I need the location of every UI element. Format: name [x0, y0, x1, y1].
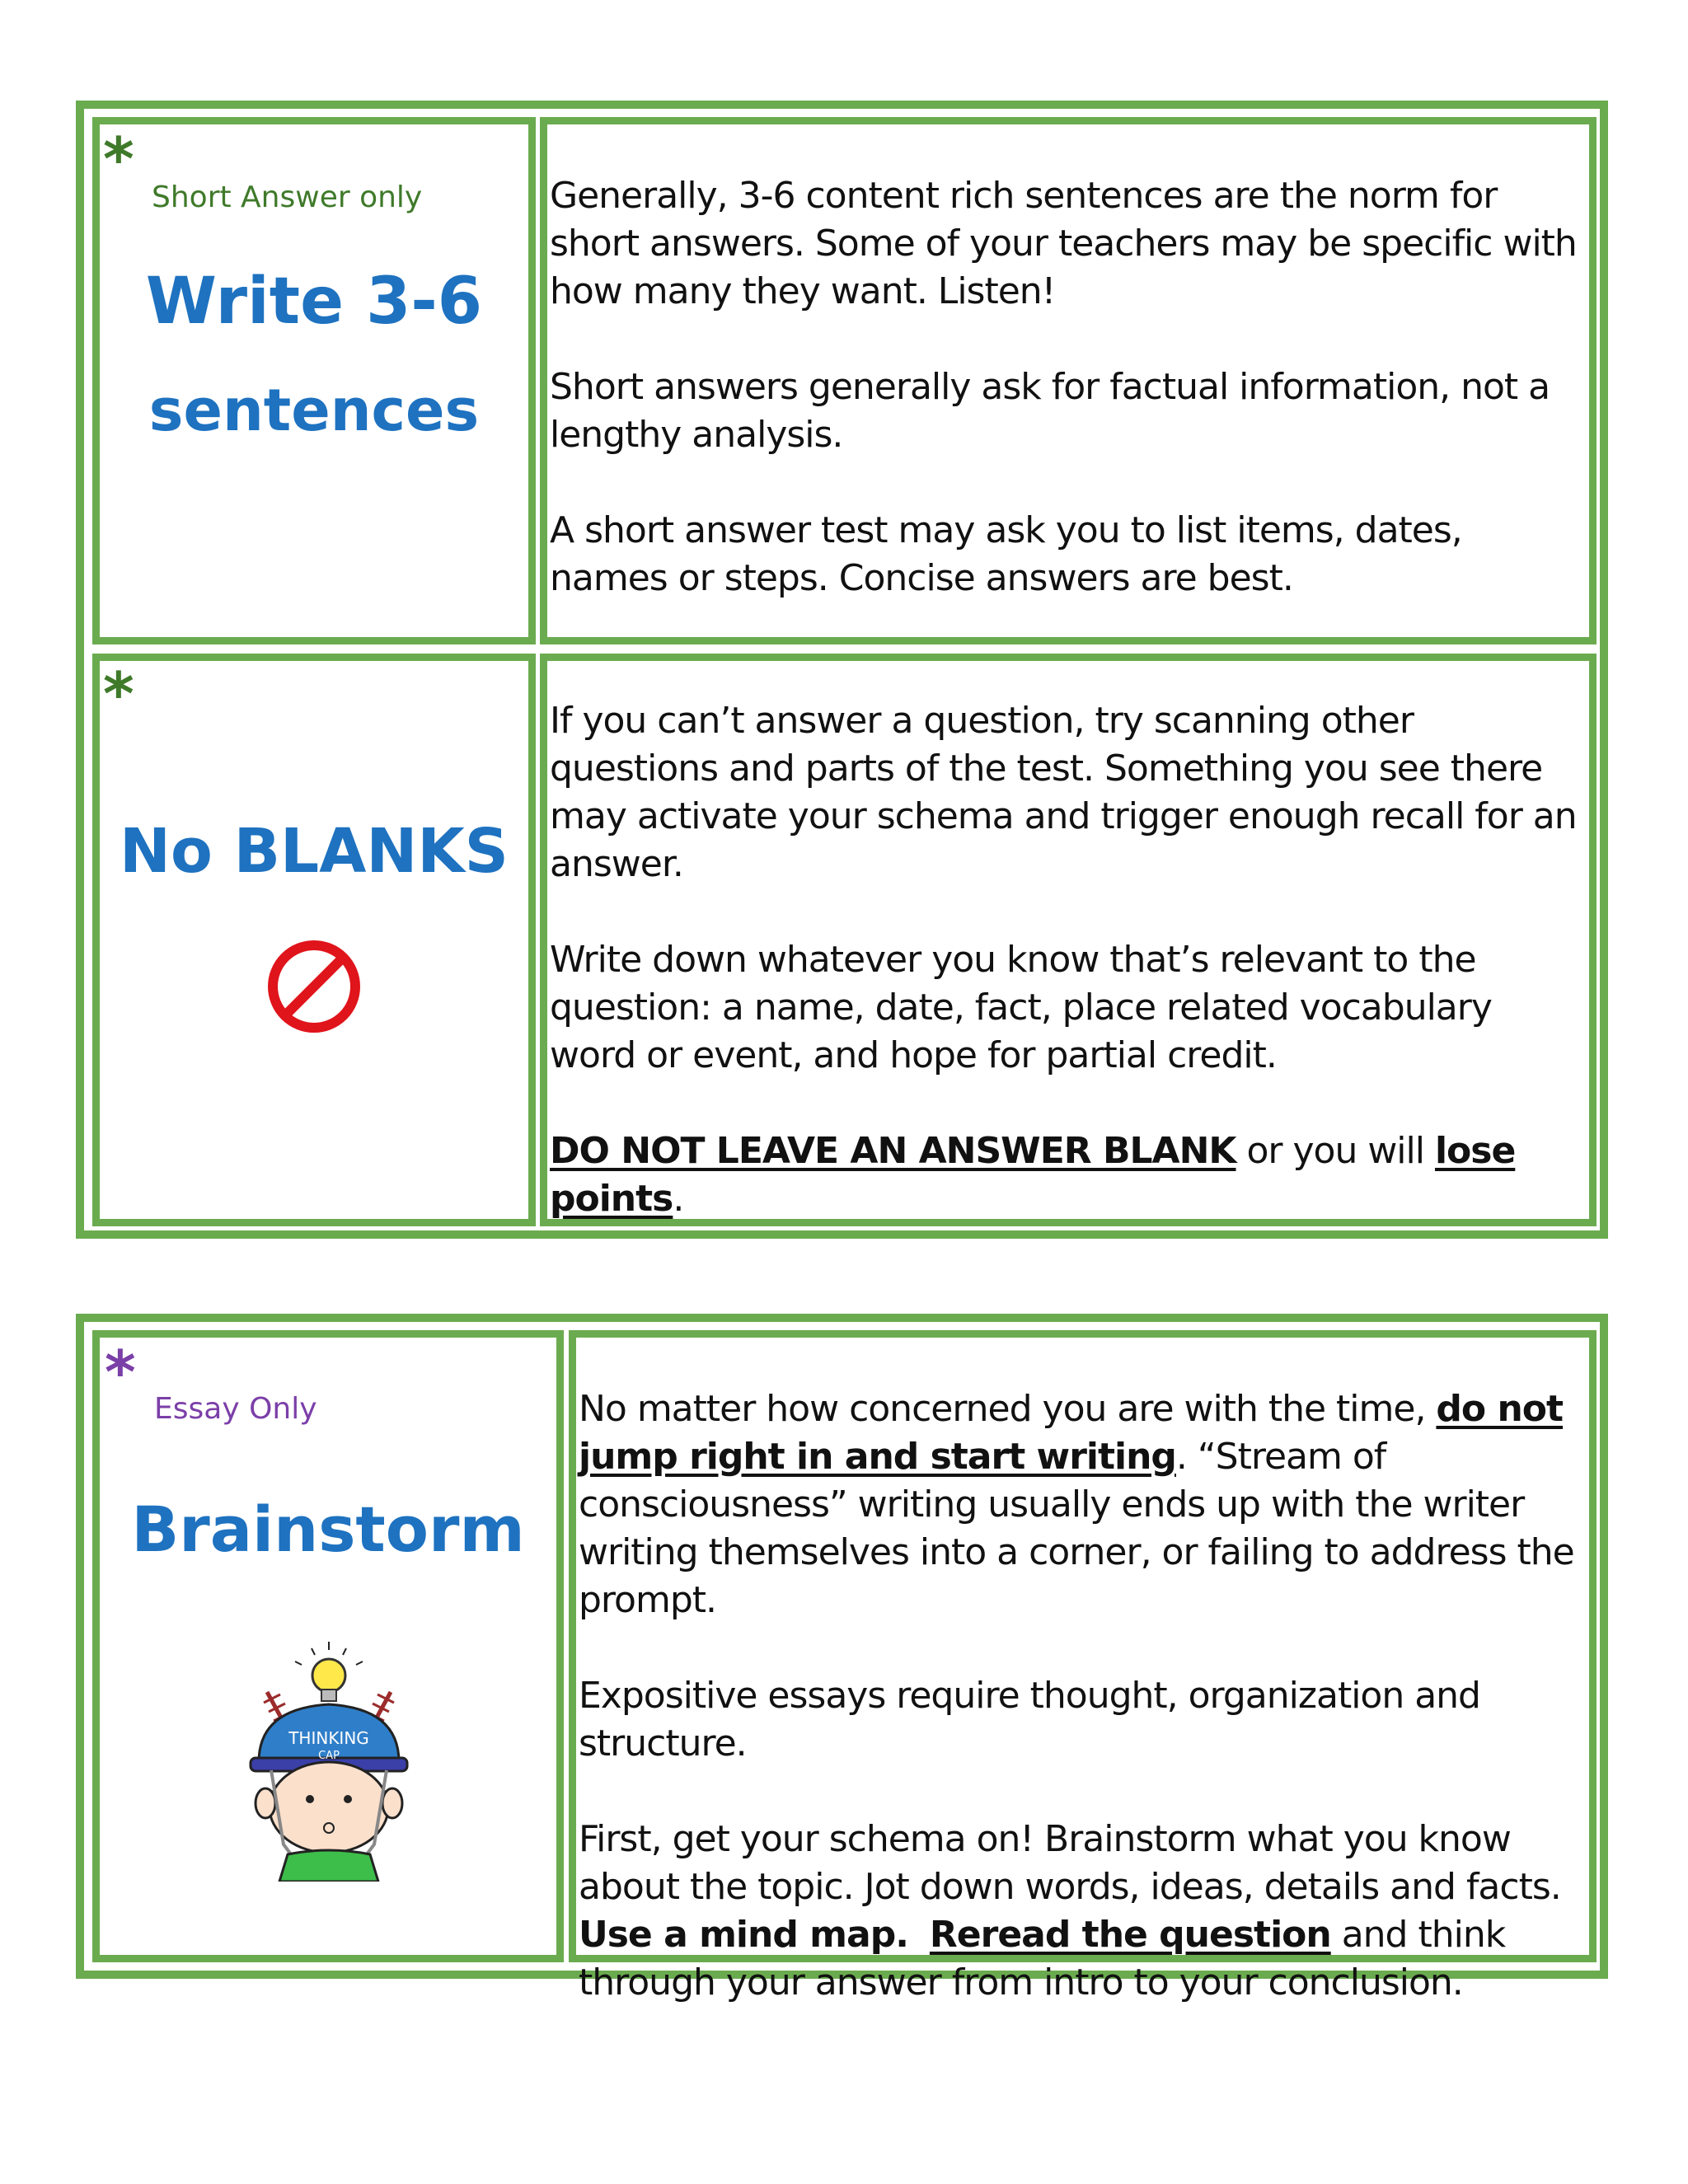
cap-label: THINKING [288, 1728, 369, 1748]
no-blanks-heading: No BLANKS [120, 816, 509, 887]
asterisk-icon: * [103, 124, 134, 194]
no-blanks-paragraph-1: If you can’t answer a question, try scanning other questions and parts of the test. Something you see there may activate your schema and trigger enough recall for an answer. [550, 700, 1577, 885]
asterisk-icon: * [103, 659, 134, 729]
brainstorm-paragraph-2: Expositive essays require thought, organization and structure. [579, 1675, 1480, 1765]
no-blanks-body [550, 697, 1580, 1223]
do-not-jump-in-text: do not jump right in and start writing [579, 1388, 1564, 1478]
write-sentences-heading-line2: sentences [148, 377, 480, 444]
lose-points-text: lose points [550, 1130, 1516, 1220]
short-answer-paragraph-1: Generally, 3-6 content rich sentences are the norm for short answers. Some of your teachers may be specific with how many they want. Listen! [550, 175, 1577, 312]
short-answer-paragraph-3: A short answer test may ask you to list items, dates, names or steps. Concise answers are best. [550, 509, 1462, 599]
write-sentences-title-cell [92, 117, 536, 644]
essay-card [76, 1314, 1608, 2004]
short-answer-paragraph-2: Short answers generally ask for factual information, not a lengthy analysis. [550, 366, 1550, 456]
no-blanks-paragraph-2: Write down whatever you know that’s relevant to the question: a name, date, fact, place related vocabulary word or event, and hope for partial credit. [550, 939, 1492, 1076]
no-blanks-title-cell [92, 654, 536, 1226]
no-sign-icon [265, 937, 363, 1036]
thinking-cap-illustration [234, 1638, 424, 1882]
no-blanks-text-cell [540, 654, 1597, 1226]
short-answer-text-cell [540, 117, 1597, 644]
asterisk-icon: * [105, 1338, 136, 1407]
brainstorm-title-cell [92, 1330, 564, 1962]
use-mind-map-text: Use a mind map. [579, 1914, 908, 1956]
brainstorm-body [579, 1385, 1588, 2007]
brainstorm-text-cell [569, 1330, 1597, 2004]
write-sentences-heading-line1: Write 3-6 [145, 265, 483, 339]
essay-only-tag: Essay Only [154, 1392, 317, 1426]
no-blanks-paragraph-3: DO NOT LEAVE AN ANSWER BLANK or you will lose points. [550, 1130, 1516, 1220]
cap-sublabel: CAP [318, 1750, 340, 1762]
no-blanks-warning: DO NOT LEAVE AN ANSWER BLANK [550, 1130, 1236, 1172]
short-answer-tag: Short Answer only [152, 180, 423, 214]
brainstorm-paragraph-1: No matter how concerned you are with the time, do not jump right in and start writing. “Stream of consciousness” writing usually ends up with the writer writing themselves into a corner, or failing to address the prompt. [579, 1388, 1574, 1621]
short-answer-body [550, 172, 1580, 602]
short-answer-card [76, 101, 1608, 1239]
brainstorm-paragraph-3: First, get your schema on! Brainstorm what you know about the topic. Jot down words, ideas, details and facts. Use a mind map. Reread the question and think through your answer from intro to your conclusion. [579, 1818, 1561, 2004]
brainstorm-heading: Brainstorm [131, 1493, 525, 1566]
reread-question-text: Reread the question [929, 1914, 1331, 1956]
